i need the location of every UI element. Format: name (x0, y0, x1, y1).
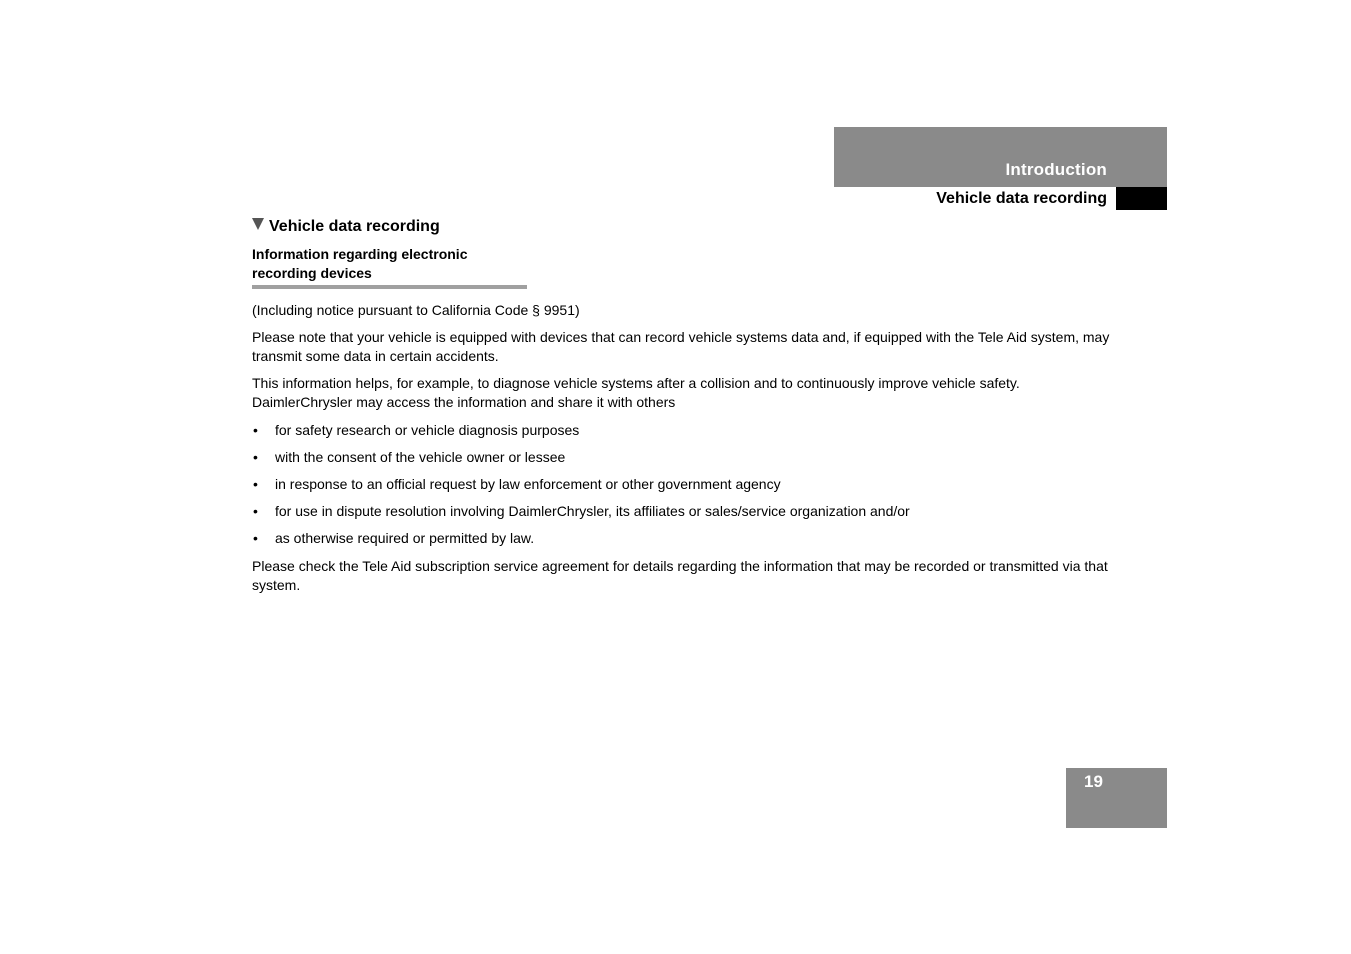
section-tab-marker (1116, 187, 1167, 210)
list-item: • as otherwise required or permitted by law. (252, 529, 1112, 548)
list-item: • for use in dispute resolution involving DaimlerChrysler, its affiliates or sales/service organization and/or (252, 502, 1112, 521)
california-notice: (Including notice pursuant to California Code § 9951) (252, 302, 580, 318)
section-header-title: Vehicle data recording (936, 190, 1107, 207)
list-item: • for safety research or vehicle diagnosis purposes (252, 421, 1112, 440)
triangle-down-icon (252, 218, 264, 230)
subheading-rule (252, 285, 527, 289)
paragraph-purpose: This information helps, for example, to diagnose vehicle systems after a collision and to continuously improve vehicle safety. DaimlerChrysler may access the information and share it with others (252, 375, 1020, 410)
list-item: • in response to an official request by law enforcement or other government agency (252, 475, 1112, 494)
usage-bullet-list (252, 421, 1112, 556)
paragraph-tele-aid: Please check the Tele Aid subscription service agreement for details regarding the information that may be recorded or transmitted via that system. (252, 558, 1108, 593)
chapter-title: Introduction (1005, 160, 1107, 179)
list-item: • with the consent of the vehicle owner or lessee (252, 448, 1112, 467)
page-number: 19 (1084, 772, 1103, 791)
paragraph-equipment: Please note that your vehicle is equipped with devices that can record vehicle systems data and, if equipped with the Tele Aid system, may transmit some data in certain accidents. (252, 329, 1110, 364)
chapter-header-block (834, 127, 1167, 187)
section-heading-text: Vehicle data recording (269, 218, 440, 235)
subheading: Information regarding electronic recording devices (252, 246, 468, 281)
page-number-block (1066, 768, 1167, 828)
section-heading (252, 218, 440, 236)
